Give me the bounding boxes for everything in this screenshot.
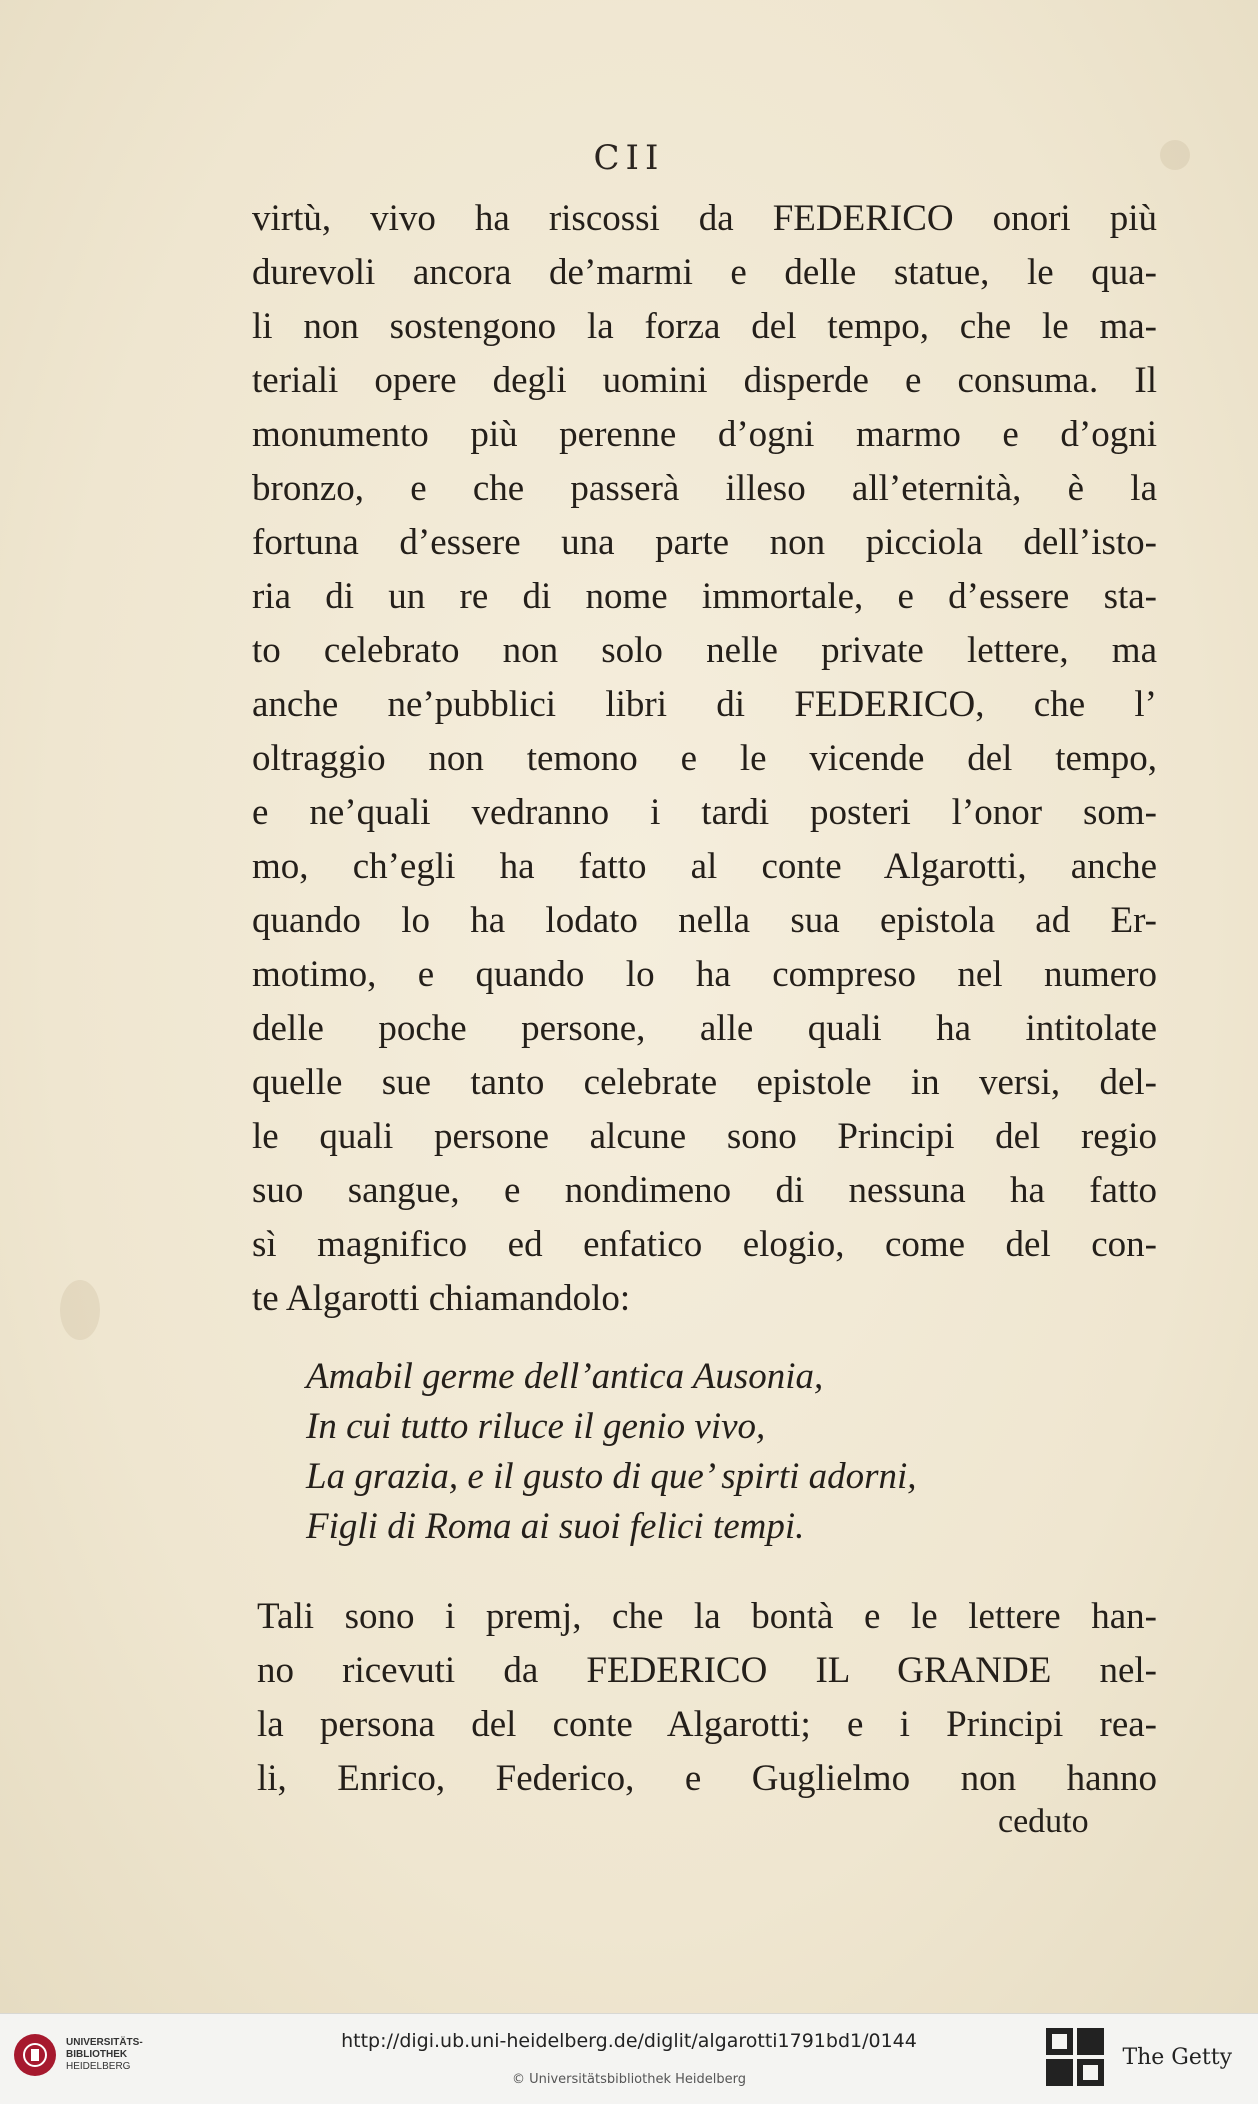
- text-line: quelle sue tanto celebrate epistole in versi, del-: [252, 1062, 1157, 1103]
- copyright-notice: © Universitätsbibliothek Heidelberg: [511, 2072, 746, 2087]
- text-line: Tali sono i premj, che la bontà e le lettere han-: [257, 1596, 1157, 1637]
- partner-name: The Getty: [1122, 2044, 1232, 2070]
- body-text-continued: [257, 1590, 1157, 1806]
- catchword: ceduto: [998, 1803, 1089, 1840]
- text-line: e ne’quali vedranno i tardi posteri l’onor som-: [252, 792, 1157, 833]
- text-line-last: te Algarotti chiamandolo:: [252, 1278, 631, 1319]
- body-text: [252, 192, 1157, 1326]
- text-line: bronzo, e che passerà illeso all’eternità, è la: [252, 468, 1157, 509]
- text-line: suo sangue, e nondimeno di nessuna ha fatto: [252, 1170, 1157, 1211]
- text-line: to celebrato non solo nelle private lettere, ma: [252, 630, 1157, 671]
- footer-bar: [0, 2013, 1258, 2104]
- verse-line: In cui tutto riluce il genio vivo,: [306, 1406, 766, 1447]
- verse-line: Amabil germe dell’antica Ausonia,: [306, 1356, 824, 1397]
- text-line: motimo, e quando lo ha compreso nel numero: [252, 954, 1157, 995]
- text-line: sì magnifico ed enfatico elogio, come del con-: [252, 1224, 1157, 1265]
- getty-mark-icon: [1046, 2028, 1104, 2086]
- verse-line: Figli di Roma ai suoi felici tempi.: [306, 1506, 805, 1547]
- text-line: monumento più perenne d’ogni marmo e d’ogni: [252, 414, 1157, 455]
- text-line: li non sostengono la forza del tempo, che le ma-: [252, 306, 1157, 347]
- text-line: anche ne’pubblici libri di FEDERICO, che l’: [252, 684, 1157, 725]
- text-line: oltraggio non temono e le vicende del tempo,: [252, 738, 1157, 779]
- text-line: delle poche persone, alle quali ha intitolate: [252, 1008, 1157, 1049]
- text-line: fortuna d’essere una parte non picciola dell’isto-: [252, 522, 1157, 563]
- text-line: li, Enrico, Federico, e Guglielmo non hanno: [257, 1758, 1157, 1799]
- text-line: durevoli ancora de’marmi e delle statue, le qua-: [252, 252, 1157, 293]
- text-line: quando lo ha lodato nella sua epistola ad Er-: [252, 900, 1157, 941]
- text-line: teriali opere degli uomini disperde e consuma. Il: [252, 360, 1157, 401]
- text-line: ria di un re di nome immortale, e d’essere sta-: [252, 576, 1157, 617]
- permalink-url[interactable]: http://digi.ub.uni-heidelberg.de/diglit/algarotti1791bd1/0144: [341, 2030, 917, 2052]
- verse-quote: [306, 1352, 917, 1552]
- paper-stain: [60, 1280, 100, 1340]
- library-name: UNIVERSITÄTS- BIBLIOTHEK HEIDELBERG: [66, 2037, 143, 2072]
- text-line: no ricevuti da FEDERICO IL GRANDE nel-: [257, 1650, 1157, 1691]
- text-line: mo, ch’egli ha fatto al conte Algarotti, anche: [252, 846, 1157, 887]
- verse-line: La grazia, e il gusto di que’ spirti adorni,: [306, 1456, 917, 1497]
- text-line: le quali persone alcune sono Principi del regio: [252, 1116, 1157, 1157]
- text-line: la persona del conte Algarotti; e i Principi rea-: [257, 1704, 1157, 1745]
- getty-logo[interactable]: [1046, 2028, 1232, 2086]
- page-number: CII: [593, 138, 665, 178]
- text-line: virtù, vivo ha riscossi da FEDERICO onori più: [252, 198, 1157, 239]
